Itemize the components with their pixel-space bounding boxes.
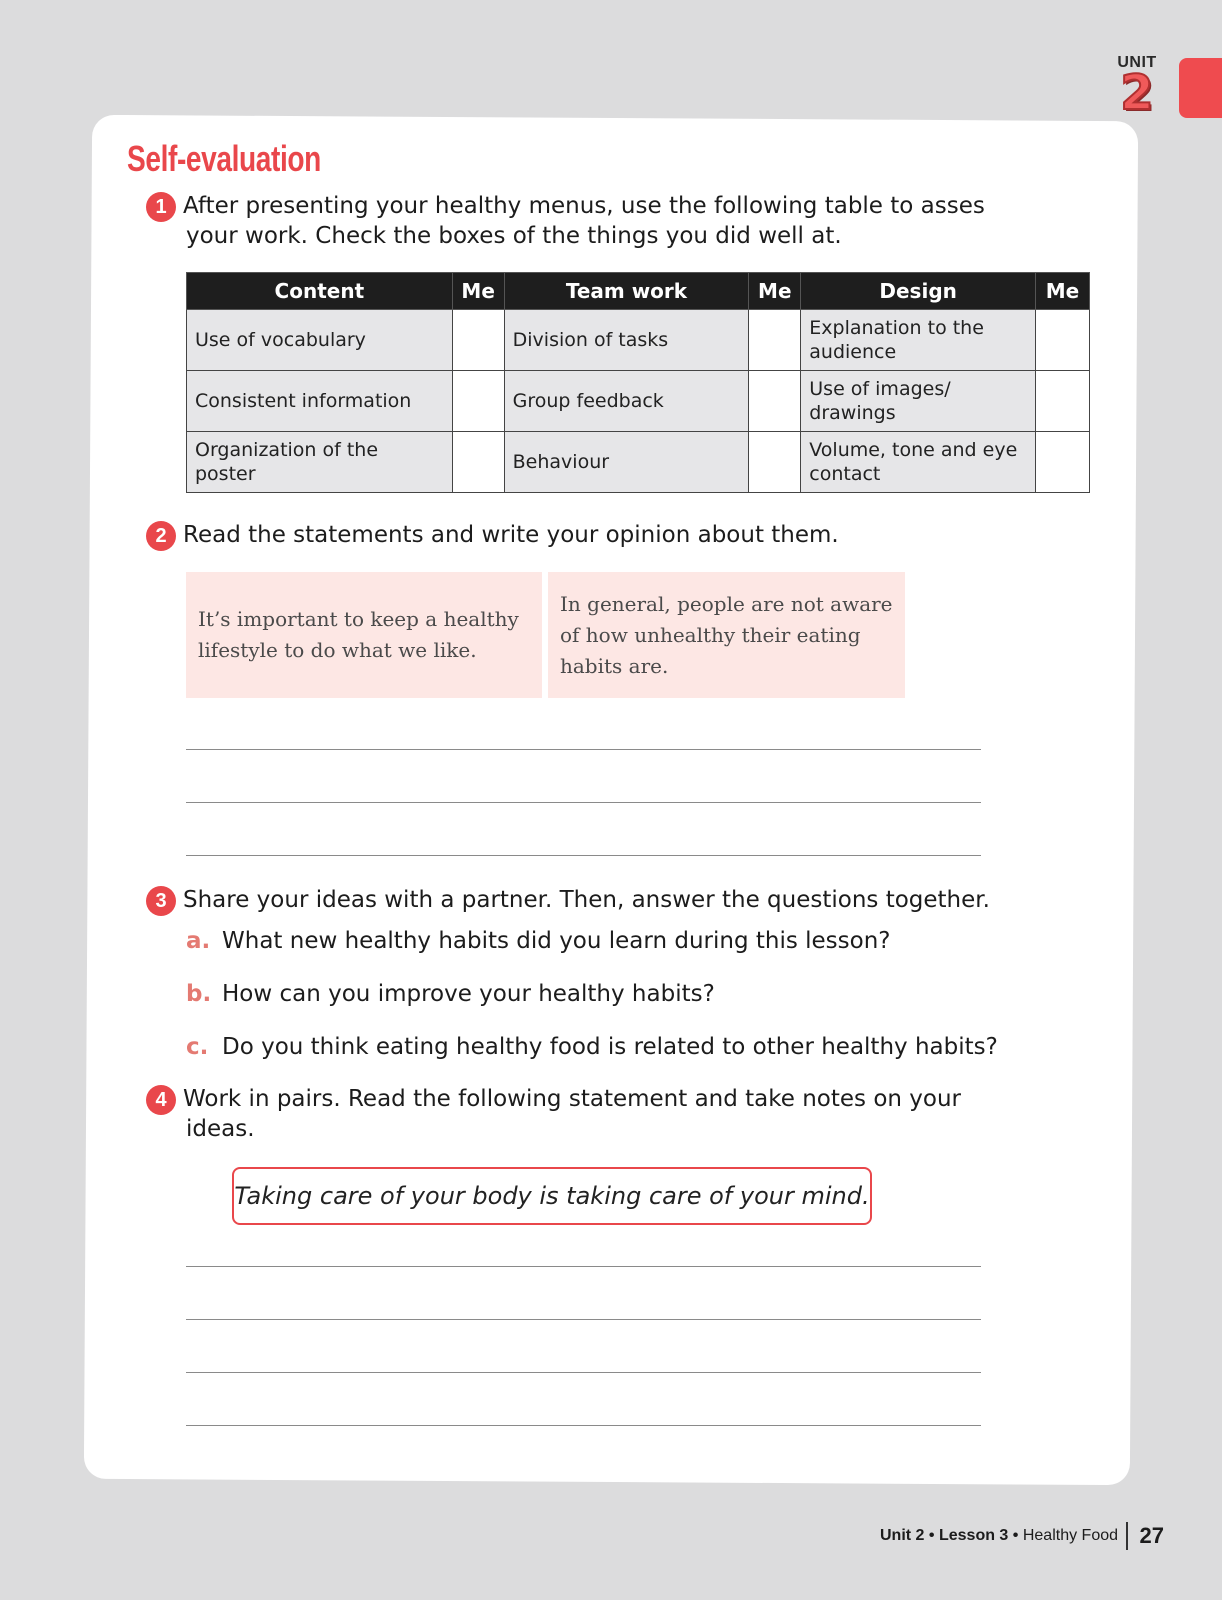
table-row <box>187 310 1090 371</box>
footer-lesson: Lesson 3 <box>938 1527 1009 1544</box>
exercise-2-instruction: Read the statements and write your opinion about them. <box>183 522 839 548</box>
page-title: Self-evaluation <box>127 138 321 179</box>
content-cell: Use of vocabulary <box>187 310 453 371</box>
statement-box: Taking care of your body is taking care of your mind. <box>232 1167 872 1225</box>
table-header-row <box>187 273 1090 310</box>
header-content: Content <box>187 273 453 310</box>
check-box[interactable] <box>1036 371 1090 432</box>
question-c <box>186 1032 998 1062</box>
exercise-3-instruction: Share your ideas with a partner. Then, answer the questions together. <box>183 887 990 913</box>
writing-line[interactable] <box>186 1372 981 1373</box>
header-me: Me <box>452 273 504 310</box>
footer-divider <box>1126 1522 1128 1550</box>
header-design: Design <box>801 273 1036 310</box>
check-box[interactable] <box>749 432 801 493</box>
question-text: How can you improve your healthy habits? <box>222 981 715 1007</box>
statement-card-1 <box>186 572 542 698</box>
exercise-4-instruction-line2: ideas. <box>186 1116 255 1142</box>
statement-text: It’s important to keep a healthy lifestyle to do what we like. <box>198 607 519 662</box>
check-box[interactable] <box>452 432 504 493</box>
page-footer <box>880 1522 1164 1550</box>
footer-bullet: • <box>1012 1527 1019 1544</box>
question-a <box>186 926 891 956</box>
statement-card-2 <box>548 572 905 698</box>
content-cell: Consistent information <box>187 371 453 432</box>
header-team-work: Team work <box>504 273 749 310</box>
check-box[interactable] <box>1036 310 1090 371</box>
footer-unit: Unit 2 <box>880 1527 925 1544</box>
team-cell: Group feedback <box>504 371 749 432</box>
question-letter: b. <box>186 981 212 1007</box>
writing-line[interactable] <box>186 1425 981 1426</box>
exercise-1-instruction-line2: your work. Check the boxes of the things you did well at. <box>186 223 842 249</box>
writing-line[interactable] <box>186 1266 981 1267</box>
writing-line[interactable] <box>186 855 981 856</box>
footer-topic: Healthy Food <box>1022 1527 1119 1544</box>
check-box[interactable] <box>1036 432 1090 493</box>
footer-breadcrumb <box>880 1527 1118 1545</box>
header-me: Me <box>749 273 801 310</box>
question-text: Do you think eating healthy food is related to other healthy habits? <box>222 1034 998 1060</box>
check-box[interactable] <box>749 371 801 432</box>
unit-number: 2 <box>1120 65 1154 121</box>
content-cell: Organization of the poster <box>187 432 453 493</box>
exercise-2-number: 2 <box>146 521 176 551</box>
team-cell: Division of tasks <box>504 310 749 371</box>
team-cell: Behaviour <box>504 432 749 493</box>
design-cell: Explanation to the audience <box>801 310 1036 371</box>
check-box[interactable] <box>749 310 801 371</box>
exercise-1-instruction-line1: After presenting your healthy menus, use the following table to asses <box>183 193 985 219</box>
question-text: What new healthy habits did you learn during this lesson? <box>222 928 891 954</box>
design-cell: Volume, tone and eye contact <box>801 432 1036 493</box>
table-row <box>187 371 1090 432</box>
exercise-3-number: 3 <box>146 886 176 916</box>
unit-label: UNIT <box>1117 54 1157 71</box>
exercise-4-number: 4 <box>146 1085 176 1115</box>
exercise-4-instruction-line1: Work in pairs. Read the following statement and take notes on your <box>183 1086 962 1112</box>
design-cell: Use of images/ drawings <box>801 371 1036 432</box>
check-box[interactable] <box>452 371 504 432</box>
writing-line[interactable] <box>186 749 981 750</box>
footer-bullet: • <box>928 1527 935 1544</box>
writing-line[interactable] <box>186 802 981 803</box>
question-letter: c. <box>186 1034 209 1060</box>
statement-text: In general, people are not aware of how unhealthy their eating habits are. <box>560 591 893 678</box>
header-me: Me <box>1036 273 1090 310</box>
table-row <box>187 432 1090 493</box>
writing-line[interactable] <box>186 1319 981 1320</box>
question-letter: a. <box>186 928 211 954</box>
question-b <box>186 979 715 1009</box>
exercise-1-number: 1 <box>146 192 176 222</box>
self-evaluation-table <box>186 272 1090 493</box>
check-box[interactable] <box>452 310 504 371</box>
page-number: 27 <box>1139 1523 1164 1548</box>
